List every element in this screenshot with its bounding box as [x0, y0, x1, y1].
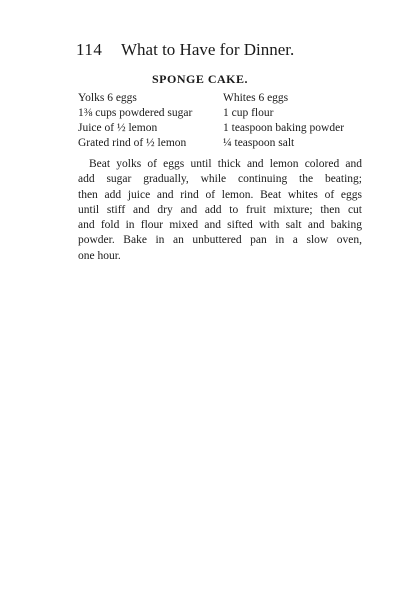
method-line: until stiff and dry and add to fruit mixture; then cut — [78, 203, 362, 216]
ingredient-row — [78, 137, 378, 152]
ingredient-row — [78, 107, 378, 122]
ingredient-row — [78, 92, 378, 107]
method-line: add sugar gradually, while continuing the beating; — [78, 173, 362, 186]
ingredient-right: 1 cup flour — [223, 107, 274, 119]
ingredient-left: Grated rind of ½ lemon — [78, 137, 187, 149]
ingredient-left: Juice of ½ lemon — [78, 122, 158, 134]
page-header — [76, 40, 376, 62]
ingredient-left: Yolks 6 eggs — [78, 92, 137, 104]
recipe-title: SPONGE CAKE. — [151, 72, 248, 86]
ingredient-left: 1⅜ cups powdered sugar — [78, 107, 193, 119]
method-line: powder. Bake in an unbuttered pan in a slow oven, — [78, 234, 362, 247]
method-line: and fold in flour mixed and sifted with salt and baking — [78, 219, 362, 232]
ingredient-right: Whites 6 eggs — [223, 92, 289, 104]
ingredient-list — [78, 92, 378, 152]
method-line: one hour. — [78, 249, 121, 262]
ingredient-row — [78, 122, 378, 137]
ingredient-right: 1 teaspoon baking powder — [223, 122, 345, 134]
method-line: Beat yolks of eggs until thick and lemon colored and — [89, 158, 362, 170]
method-paragraph — [78, 157, 362, 264]
method-line: then add juice and rind of lemon. Beat whites of eggs — [78, 188, 362, 201]
ingredient-right: ¼ teaspoon salt — [223, 137, 295, 149]
running-title: What to Have for Dinner. — [121, 40, 295, 59]
page-number: 114 — [76, 40, 103, 59]
